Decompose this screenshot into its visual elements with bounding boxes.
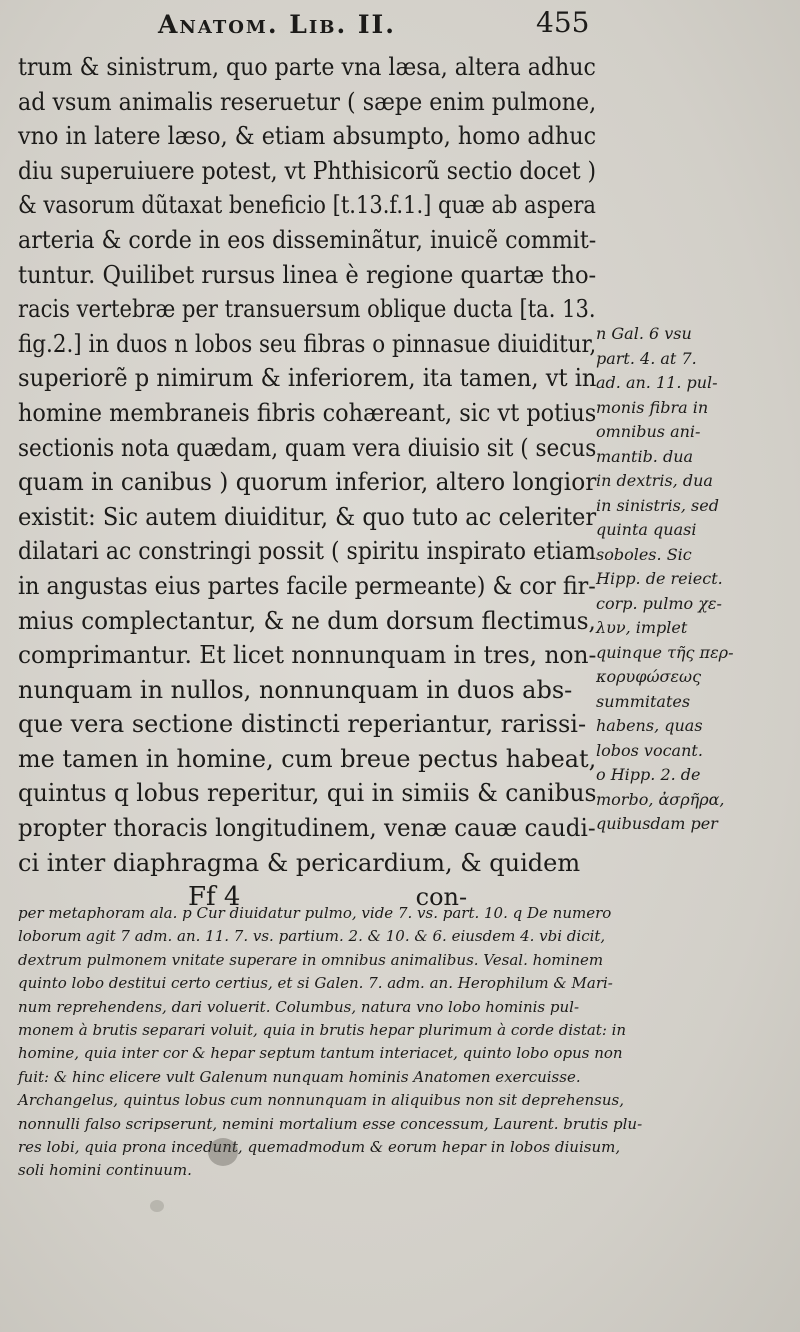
marginal-line: quinta quasi [596, 520, 697, 539]
marginal-line: corp. pulmo χε- [596, 593, 722, 613]
text-line: in angustas eius partes facile permeante) & cor fir- [18, 571, 596, 600]
marginal-line: κορυφώσεως [596, 667, 702, 686]
marginal-line: quinque τῆς περ- [596, 642, 734, 662]
marginal-line: morbo, ἀσρῆρα, [596, 789, 725, 809]
text-line: tuntur. Quilibet rursus linea è regione quartæ tho- [18, 260, 597, 289]
text-line: fig.2.] in duos n lobos seu fibras o pinnasue diuiditur, [18, 329, 597, 358]
footnote-line: loborum agit 7 adm. an. 11. 7. vs. partium. 2. & 10. & 6. eiusdem 4. vbi dicit, [18, 927, 606, 946]
paper-stain [150, 1200, 164, 1212]
text-line: vno in latere læso, & etiam absumpto, homo adhuc [18, 122, 597, 151]
marginal-line: soboles. Sic [596, 544, 692, 564]
footnote-line: soli homini continuum. [18, 1161, 192, 1180]
footnote-line: monem à brutis separari voluit, quia in brutis hepar plurimum à corde distat: in [18, 1021, 627, 1040]
marginal-line: in sinistris, sed [596, 495, 719, 515]
marginal-line: ad. an. 11. pul- [596, 373, 718, 392]
main-text-column [18, 50, 598, 915]
text-line: diu superuiuere potest, vt Phthisicorũ sectio docet ) [18, 156, 597, 185]
footnote-line: dextrum pulmonem vnitate superare in omnibus animalibus. Vesal. hominem [18, 950, 604, 969]
marginal-line: lobos vocant. [596, 740, 703, 760]
marginal-line: λυν, implet [596, 618, 688, 637]
text-line: existit: Sic autem diuiditur, & quo tuto ac celeriter [18, 502, 597, 531]
footnote-line: per metaphoram ala. p Cur diuidatur pulmo, vide 7. vs. part. 10. q De numero [18, 904, 612, 922]
catchword: con- [415, 883, 468, 912]
text-line: propter thoracis longitudinem, venæ cauæ caudi- [18, 814, 596, 843]
footnote-line: res lobi, quia prona incedunt, quemadmodum & eorum hepar in lobos diuisum, [18, 1138, 621, 1157]
marginal-line: habens, quas [596, 716, 703, 735]
marginal-notes [596, 322, 796, 837]
text-line: & vasorum dũtaxat beneficio [t.13.f.1.] quæ ab aspera [18, 191, 596, 220]
footnote-line: Archangelus, quintus lobus cum nonnunquam in aliquibus non sit deprehensus, [18, 1091, 624, 1110]
running-head: Anatom. Lib. II. [158, 10, 396, 39]
marginal-line: Hipp. de reiect. [596, 569, 723, 588]
footnotes [18, 902, 788, 1183]
marginal-line: part. 4. at 7. [596, 348, 697, 368]
page-number: 455 [536, 6, 590, 39]
text-line: quam in canibus ) quorum inferior, altero longior [18, 468, 597, 497]
text-line: sectionis nota quædam, quam vera diuisio sit ( secus [18, 433, 597, 462]
text-line: ci inter diaphragma & pericardium, & quidem [18, 848, 581, 877]
text-line: comprimantur. Et licet nonnunquam in tres, non- [18, 641, 597, 670]
marginal-line: quibusdam per [596, 814, 718, 833]
marginal-line: monis fibra in [596, 397, 709, 417]
gathering-signature: Ff 4 [188, 882, 241, 913]
text-line: dilatari ac constringi possit ( spiritu inspirato etiam [18, 537, 596, 566]
text-line: superiorẽ p nimirum & inferiorem, ita tamen, vt in [18, 364, 597, 393]
footnote-line: fuit: & hinc elicere vult Galenum nunquam hominis Anatomen exercuisse. [18, 1067, 581, 1086]
paper-stain [208, 1138, 238, 1166]
text-line: arteria & corde in eos disseminãtur, inuicẽ commit- [18, 225, 597, 254]
footnote-line: quinto lobo destitui certo certius, et si Galen. 7. adm. an. Herophilum & Mari- [18, 974, 613, 993]
footnote-line: nonnulli falso scripserunt, nemini mortalium esse concessum, Laurent. brutis plu- [18, 1114, 643, 1133]
page-header [0, 6, 800, 46]
text-line: quintus q lobus reperitur, qui in simiis & canibus [18, 779, 597, 808]
marginal-line: summitates [596, 691, 691, 711]
text-line: ad vsum animalis reseruetur ( sæpe enim pulmone, [18, 87, 597, 116]
footnote-line: num reprehendens, dari voluerit. Columbus, natura vno lobo hominis pul- [18, 997, 580, 1016]
footnote-line: homine, quia inter cor & hepar septum tantum interiacet, quinto lobo opus non [18, 1044, 623, 1063]
marginal-line: mantib. dua [596, 446, 694, 466]
marginal-line: n Gal. 6 vsu [596, 324, 692, 343]
text-line: nunquam in nullos, nonnunquam in duos abs- [18, 675, 573, 704]
text-line: racis vertebræ per transuersum oblique ducta [ta. 13. [18, 295, 596, 324]
marginal-line: o Hipp. 2. de [596, 765, 701, 784]
marginal-line: in dextris, dua [596, 471, 713, 490]
text-line: que vera sectione distincti reperiantur, rarissi- [18, 710, 587, 739]
text-line: mius complectantur, & ne dum dorsum flectimus, [18, 606, 596, 635]
text-line: me tamen in homine, cum breue pectus habeat, [18, 744, 597, 773]
text-line: trum & sinistrum, quo parte vna læsa, altera adhuc [18, 53, 596, 81]
text-line: homine membraneis fibris cohæreant, sic vt potius [18, 398, 597, 427]
marginal-line: omnibus ani- [596, 422, 701, 441]
